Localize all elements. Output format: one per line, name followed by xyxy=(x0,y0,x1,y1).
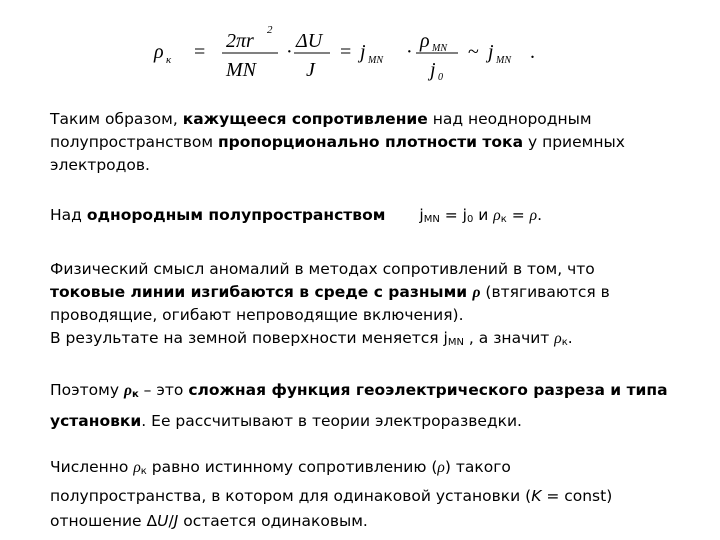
p5-u: U xyxy=(157,512,169,530)
p2-j-sub: MN xyxy=(423,214,440,225)
p5-text: Численно xyxy=(50,458,134,476)
frac3-num: ρ xyxy=(420,30,430,52)
p4-text: . Ее рассчитывают в теории электроразведки. xyxy=(141,412,522,430)
p3-line1 xyxy=(50,258,690,281)
p1-text: полупространством xyxy=(50,133,218,151)
p3-j-sub: MN xyxy=(447,337,464,348)
p2-text: Над xyxy=(50,206,87,224)
p1-text: у приемных xyxy=(523,133,625,151)
formula-dot1: · xyxy=(286,41,293,63)
frac1-den: MN xyxy=(226,59,256,81)
formula-j2: j xyxy=(488,41,494,63)
frac2-den: J xyxy=(306,59,315,81)
p5-k: K xyxy=(531,487,542,505)
p5-slash: / xyxy=(168,512,174,530)
p3-text: (втягиваются в xyxy=(480,283,610,301)
paragraph-anomalies xyxy=(50,258,690,354)
frac3-num-sub: MN xyxy=(432,43,447,54)
p5-line3 xyxy=(50,509,690,534)
formula-dot2: · xyxy=(406,41,413,63)
formula-rho-sub: к xyxy=(166,54,172,66)
p2-line1 xyxy=(50,204,690,231)
formula-j2-sub: MN xyxy=(496,55,511,66)
formula-svg xyxy=(150,14,570,84)
p3-line2 xyxy=(50,281,690,304)
p4-rho: ρ xyxy=(123,382,132,399)
formula-j-sub: MN xyxy=(368,55,383,66)
p4-bold-term: установки xyxy=(50,412,142,430)
p5-rho: ρ xyxy=(133,459,141,476)
frac2-num: ΔU xyxy=(296,30,323,52)
p5-rho2: ρ xyxy=(437,459,445,476)
p5-line1 xyxy=(50,455,690,484)
p5-text: = const) xyxy=(541,487,613,505)
p5-text: равно истинному сопротивлению ( xyxy=(146,458,438,476)
paragraph-complex-function xyxy=(50,377,690,435)
p3-line4 xyxy=(50,327,690,354)
p3-rho2-sub: к xyxy=(561,337,568,348)
formula-tilde: ~ xyxy=(468,41,479,63)
p1-line1 xyxy=(50,108,690,131)
p1-text: электродов. xyxy=(50,156,150,174)
p5-text: остается одинаковым. xyxy=(178,512,368,530)
p1-bold-term: пропорционально плотности тока xyxy=(217,133,524,151)
p4-bold-term: сложная функция геоэлектрического разреза и типа xyxy=(188,381,668,399)
p1-text: над неоднородным xyxy=(427,110,592,128)
resistivity-formula xyxy=(150,14,570,84)
frac1-num: 2πr xyxy=(226,30,254,52)
p4-text: – это xyxy=(138,381,189,399)
frac3-den: j xyxy=(430,59,436,81)
p4-rho-sub: к xyxy=(131,389,139,400)
formula-eq2: = xyxy=(340,41,352,63)
p2-j0-sub: 0 xyxy=(466,214,474,225)
p3-text: . xyxy=(567,329,573,347)
p5-rho-sub: к xyxy=(140,466,147,477)
paragraph-homogeneous xyxy=(50,204,690,231)
p2-rho2: ρ xyxy=(529,207,538,224)
p3-bold-term: токовые линии изгибаются в среде с разными xyxy=(50,283,473,301)
p2-and: и xyxy=(473,206,494,224)
formula-j: j xyxy=(360,41,366,63)
p3-text: проводящие, огибают непроводящие включения). xyxy=(50,306,464,324)
p4-line2 xyxy=(50,408,690,435)
p2-j: j xyxy=(419,206,424,224)
p3-rho: ρ xyxy=(472,284,481,301)
p3-line3 xyxy=(50,304,690,327)
paragraph-numerically xyxy=(50,455,690,534)
formula-period: . xyxy=(530,41,535,63)
p4-text: Поэтому xyxy=(50,381,124,399)
p3-text: В результате на земной поверхности меняется j xyxy=(50,329,448,347)
p1-line3 xyxy=(50,154,690,177)
p5-text: полупространства, в котором для одинаковой установки ( xyxy=(50,487,532,505)
p2-bold-term: однородным полупространством xyxy=(86,206,386,224)
p2-rho-sub: к xyxy=(500,214,507,225)
p5-text: ) такого xyxy=(444,458,511,476)
p2-end: . xyxy=(537,206,543,224)
p2-eq: = j xyxy=(439,206,467,224)
p5-line2 xyxy=(50,484,690,509)
p5-text: отношение Δ xyxy=(50,512,158,530)
p3-rho2: ρ xyxy=(554,330,562,347)
p1-text: Таким образом, xyxy=(50,110,183,128)
formula-rho: ρ xyxy=(154,41,164,63)
p1-line2 xyxy=(50,131,690,154)
p5-j: J xyxy=(173,512,179,530)
p2-rho: ρ xyxy=(493,207,501,224)
formula-eq1: = xyxy=(194,41,206,63)
paragraph-apparent-resistivity xyxy=(50,108,690,177)
p4-line1 xyxy=(50,377,690,408)
p3-text: , а значит xyxy=(463,329,555,347)
p1-bold-term: кажущееся сопротивление xyxy=(182,110,428,128)
frac3-den-sub: 0 xyxy=(438,72,443,83)
frac1-num-exp: 2 xyxy=(267,24,273,36)
p2-eq2: = xyxy=(506,206,530,224)
p3-text: Физический смысл аномалий в методах сопротивлений в том, что xyxy=(50,260,595,278)
